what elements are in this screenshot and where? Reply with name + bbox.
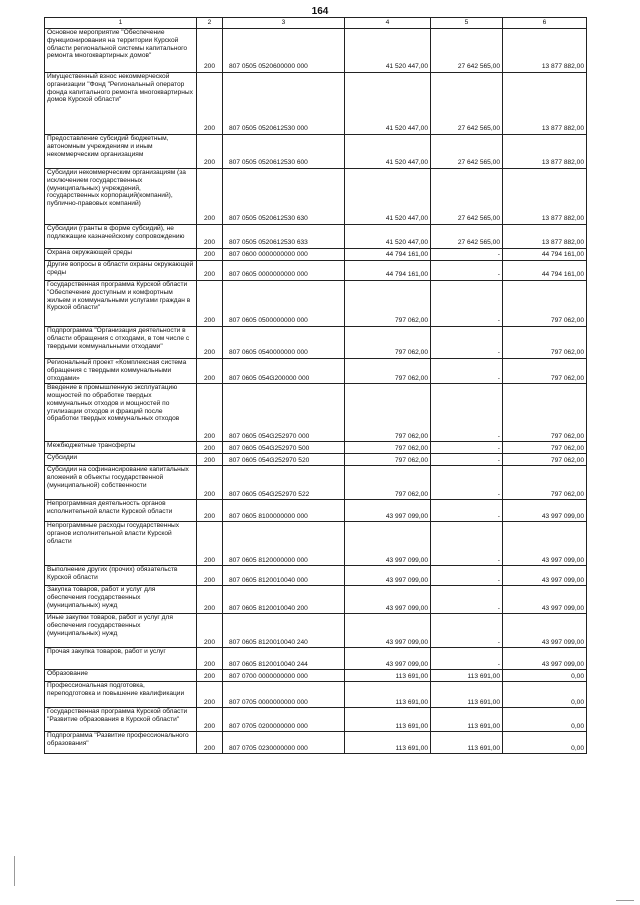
row-code: 200 <box>197 586 223 614</box>
row-code: 200 <box>197 225 223 249</box>
row-classifier: 807 0605 8120010040 200 <box>223 586 345 614</box>
row-code: 200 <box>197 442 223 454</box>
row-amount-total: 113 691,00 <box>345 682 431 708</box>
row-amount-regional: 43 997 099,00 <box>503 648 587 670</box>
row-amount-federal: 27 642 565,00 <box>431 135 503 169</box>
row-amount-regional: 0,00 <box>503 670 587 682</box>
row-amount-total: 43 997 099,00 <box>345 566 431 586</box>
row-classifier: 807 0505 0520612530 600 <box>223 135 345 169</box>
row-classifier: 807 0605 0540000000 000 <box>223 327 345 359</box>
table-row <box>45 732 587 754</box>
col-header: 6 <box>503 18 587 29</box>
row-amount-regional: 797 062,00 <box>503 359 587 384</box>
row-amount-total: 113 691,00 <box>345 732 431 754</box>
row-amount-federal: - <box>431 566 503 586</box>
table-row <box>45 442 587 454</box>
row-amount-federal: - <box>431 249 503 261</box>
row-amount-federal: - <box>431 522 503 566</box>
table-row <box>45 614 587 648</box>
row-amount-regional: 43 997 099,00 <box>503 586 587 614</box>
row-name: Другие вопросы в области охраны окружающей среды <box>45 261 197 281</box>
row-name: Межбюджетные трансферты <box>45 442 197 454</box>
row-amount-total: 797 062,00 <box>345 454 431 466</box>
row-amount-federal: - <box>431 442 503 454</box>
row-amount-total: 797 062,00 <box>345 359 431 384</box>
table-row <box>45 29 587 73</box>
row-code: 200 <box>197 359 223 384</box>
row-amount-federal: - <box>431 500 503 522</box>
row-code: 200 <box>197 73 223 135</box>
row-name: Выполнение других (прочих) обязательств Курской области <box>45 566 197 586</box>
row-name: Государственная программа Курской области "Развитие образования в Курской области" <box>45 708 197 732</box>
row-amount-regional: 43 997 099,00 <box>503 522 587 566</box>
table-row <box>45 500 587 522</box>
row-code: 200 <box>197 732 223 754</box>
col-header: 3 <box>223 18 345 29</box>
row-amount-regional: 797 062,00 <box>503 281 587 327</box>
row-name: Подпрограмма "Развитие профессионального образования" <box>45 732 197 754</box>
row-amount-federal: - <box>431 614 503 648</box>
table-row <box>45 135 587 169</box>
row-amount-total: 41 520 447,00 <box>345 29 431 73</box>
row-classifier: 807 0505 0520612530 000 <box>223 73 345 135</box>
row-amount-federal: 113 691,00 <box>431 682 503 708</box>
row-name: Введение в промышленную эксплуатацию мощностей по обработке твердых коммунальных отходов и мощностей по утилизации отходов и фракций после обработки твердых коммунальных отходов <box>45 384 197 442</box>
table-row <box>45 261 587 281</box>
row-amount-federal: - <box>431 261 503 281</box>
row-name: Имущественный взнос некоммерческой организации "Фонд "Региональный оператор фонда капитального ремонта многоквартирных домов Курской области" <box>45 73 197 135</box>
row-amount-total: 43 997 099,00 <box>345 586 431 614</box>
table-row <box>45 466 587 500</box>
row-amount-total: 41 520 447,00 <box>345 169 431 225</box>
row-amount-federal: - <box>431 359 503 384</box>
row-code: 200 <box>197 670 223 682</box>
table-row <box>45 169 587 225</box>
row-name: Иные закупки товаров, работ и услуг для обеспечения государственных (муниципальных) нужд <box>45 614 197 648</box>
row-amount-federal: 113 691,00 <box>431 732 503 754</box>
row-code: 200 <box>197 708 223 732</box>
row-amount-regional: 13 877 882,00 <box>503 135 587 169</box>
row-name: Профессиональная подготовка, переподготовка и повышение квалификации <box>45 682 197 708</box>
row-amount-regional: 797 062,00 <box>503 384 587 442</box>
row-amount-total: 797 062,00 <box>345 442 431 454</box>
row-amount-federal: - <box>431 648 503 670</box>
row-amount-federal: 27 642 565,00 <box>431 169 503 225</box>
row-classifier: 807 0605 8120010040 244 <box>223 648 345 670</box>
row-code: 200 <box>197 281 223 327</box>
row-amount-total: 43 997 099,00 <box>345 522 431 566</box>
row-classifier: 807 0705 0200000000 000 <box>223 708 345 732</box>
table-row <box>45 708 587 732</box>
row-amount-regional: 0,00 <box>503 732 587 754</box>
scan-margin-mark <box>14 856 15 886</box>
page-number: 164 <box>311 6 329 17</box>
row-amount-federal: 27 642 565,00 <box>431 73 503 135</box>
col-header: 4 <box>345 18 431 29</box>
row-code: 200 <box>197 648 223 670</box>
row-classifier: 807 0600 0000000000 000 <box>223 249 345 261</box>
row-amount-regional: 13 877 882,00 <box>503 73 587 135</box>
row-code: 200 <box>197 682 223 708</box>
row-name: Региональный проект «Комплексная система обращения с твердыми коммунальными отходами» <box>45 359 197 384</box>
row-code: 200 <box>197 454 223 466</box>
row-amount-total: 43 997 099,00 <box>345 614 431 648</box>
table-row <box>45 682 587 708</box>
row-amount-federal: 27 642 565,00 <box>431 29 503 73</box>
row-name: Субсидии на софинансирование капитальных вложений в объекты государственной (муниципальной) собственности <box>45 466 197 500</box>
table-row <box>45 670 587 682</box>
row-classifier: 807 0605 054G252970 500 <box>223 442 345 454</box>
row-amount-total: 41 520 447,00 <box>345 73 431 135</box>
row-classifier: 807 0605 054G200000 000 <box>223 359 345 384</box>
row-name: Подпрограмма "Организация деятельности в области обращения с отходами, в том числе с твердыми коммунальными отходами" <box>45 327 197 359</box>
row-name: Субсидии <box>45 454 197 466</box>
row-amount-regional: 43 997 099,00 <box>503 500 587 522</box>
row-name: Субсидии (гранты в форме субсидий), не подлежащие казначейскому сопровождению <box>45 225 197 249</box>
row-amount-total: 43 997 099,00 <box>345 500 431 522</box>
row-classifier: 807 0605 8100000000 000 <box>223 500 345 522</box>
row-classifier: 807 0605 0000000000 000 <box>223 261 345 281</box>
row-amount-total: 41 520 447,00 <box>345 135 431 169</box>
row-amount-federal: - <box>431 384 503 442</box>
row-amount-regional: 44 794 161,00 <box>503 261 587 281</box>
row-name: Государственная программа Курской области "Обеспечение доступным и комфортным жильем и коммунальными услугами граждан в Курской области" <box>45 281 197 327</box>
row-classifier: 807 0605 8120010040 000 <box>223 566 345 586</box>
row-amount-total: 797 062,00 <box>345 327 431 359</box>
table-row <box>45 522 587 566</box>
row-amount-regional: 797 062,00 <box>503 466 587 500</box>
row-classifier: 807 0505 0520600000 000 <box>223 29 345 73</box>
col-header: 1 <box>45 18 197 29</box>
row-amount-federal: 113 691,00 <box>431 670 503 682</box>
row-amount-federal: 27 642 565,00 <box>431 225 503 249</box>
table-row <box>45 566 587 586</box>
row-amount-total: 797 062,00 <box>345 384 431 442</box>
row-amount-federal: - <box>431 454 503 466</box>
col-header: 2 <box>197 18 223 29</box>
row-amount-federal: - <box>431 586 503 614</box>
table-row <box>45 586 587 614</box>
table-row <box>45 327 587 359</box>
row-name: Основное мероприятие "Обеспечение функционирования на территории Курской области региональной системы капитального ремонта многоквартирных домов" <box>45 29 197 73</box>
row-amount-regional: 797 062,00 <box>503 442 587 454</box>
row-code: 200 <box>197 522 223 566</box>
row-classifier: 807 0605 8120010040 240 <box>223 614 345 648</box>
row-classifier: 807 0705 0230000000 000 <box>223 732 345 754</box>
row-name: Образование <box>45 670 197 682</box>
table-row <box>45 359 587 384</box>
row-amount-federal: - <box>431 327 503 359</box>
row-amount-total: 41 520 447,00 <box>345 225 431 249</box>
row-code: 200 <box>197 466 223 500</box>
row-code: 200 <box>197 614 223 648</box>
row-amount-total: 113 691,00 <box>345 670 431 682</box>
row-classifier: 807 0605 054G252970 522 <box>223 466 345 500</box>
table-row <box>45 281 587 327</box>
row-name: Непрограммная деятельность органов исполнительной власти Курской области <box>45 500 197 522</box>
row-amount-total: 797 062,00 <box>345 281 431 327</box>
row-name: Охрана окружающей среды <box>45 249 197 261</box>
row-classifier: 807 0700 0000000000 000 <box>223 670 345 682</box>
row-amount-regional: 797 062,00 <box>503 327 587 359</box>
table-row <box>45 249 587 261</box>
row-classifier: 807 0605 0500000000 000 <box>223 281 345 327</box>
row-amount-regional: 13 877 882,00 <box>503 225 587 249</box>
row-amount-total: 44 794 161,00 <box>345 261 431 281</box>
row-classifier: 807 0505 0520612530 633 <box>223 225 345 249</box>
row-name: Предоставление субсидий бюджетным, автономным учреждениям и иным некоммерческим организациям <box>45 135 197 169</box>
row-amount-regional: 13 877 882,00 <box>503 169 587 225</box>
row-classifier: 807 0605 054G252970 520 <box>223 454 345 466</box>
row-name: Прочая закупка товаров, работ и услуг <box>45 648 197 670</box>
row-amount-regional: 797 062,00 <box>503 454 587 466</box>
row-name: Непрограммные расходы государственных органов исполнительной власти Курской области <box>45 522 197 566</box>
row-amount-federal: - <box>431 281 503 327</box>
row-amount-regional: 0,00 <box>503 682 587 708</box>
row-amount-regional: 44 794 161,00 <box>503 249 587 261</box>
row-amount-total: 44 794 161,00 <box>345 249 431 261</box>
table-row <box>45 454 587 466</box>
scan-corner-mark <box>616 900 634 901</box>
row-classifier: 807 0605 8120000000 000 <box>223 522 345 566</box>
row-code: 200 <box>197 566 223 586</box>
row-amount-regional: 13 877 882,00 <box>503 29 587 73</box>
table-row <box>45 648 587 670</box>
table-row <box>45 225 587 249</box>
row-code: 200 <box>197 135 223 169</box>
row-name: Субсидии некоммерческим организациям (за исключением государственных (муниципальных) учреждений, государственных корпораций(компаний), публично-правовых компаний) <box>45 169 197 225</box>
row-code: 200 <box>197 500 223 522</box>
row-amount-total: 43 997 099,00 <box>345 648 431 670</box>
row-code: 200 <box>197 384 223 442</box>
table-row <box>45 384 587 442</box>
row-code: 200 <box>197 327 223 359</box>
row-code: 200 <box>197 249 223 261</box>
row-amount-regional: 43 997 099,00 <box>503 614 587 648</box>
row-amount-total: 797 062,00 <box>345 466 431 500</box>
row-code: 200 <box>197 261 223 281</box>
row-code: 200 <box>197 169 223 225</box>
row-name: Закупка товаров, работ и услуг для обеспечения государственных (муниципальных) нужд <box>45 586 197 614</box>
row-classifier: 807 0705 0000000000 000 <box>223 682 345 708</box>
row-classifier: 807 0505 0520612530 630 <box>223 169 345 225</box>
table-row <box>45 73 587 135</box>
col-header: 5 <box>431 18 503 29</box>
row-amount-regional: 0,00 <box>503 708 587 732</box>
budget-table <box>44 17 587 754</box>
row-amount-federal: - <box>431 466 503 500</box>
row-amount-total: 113 691,00 <box>345 708 431 732</box>
header-row <box>45 18 587 29</box>
row-amount-federal: 113 691,00 <box>431 708 503 732</box>
row-code: 200 <box>197 29 223 73</box>
row-amount-regional: 43 997 099,00 <box>503 566 587 586</box>
row-classifier: 807 0605 054G252970 000 <box>223 384 345 442</box>
